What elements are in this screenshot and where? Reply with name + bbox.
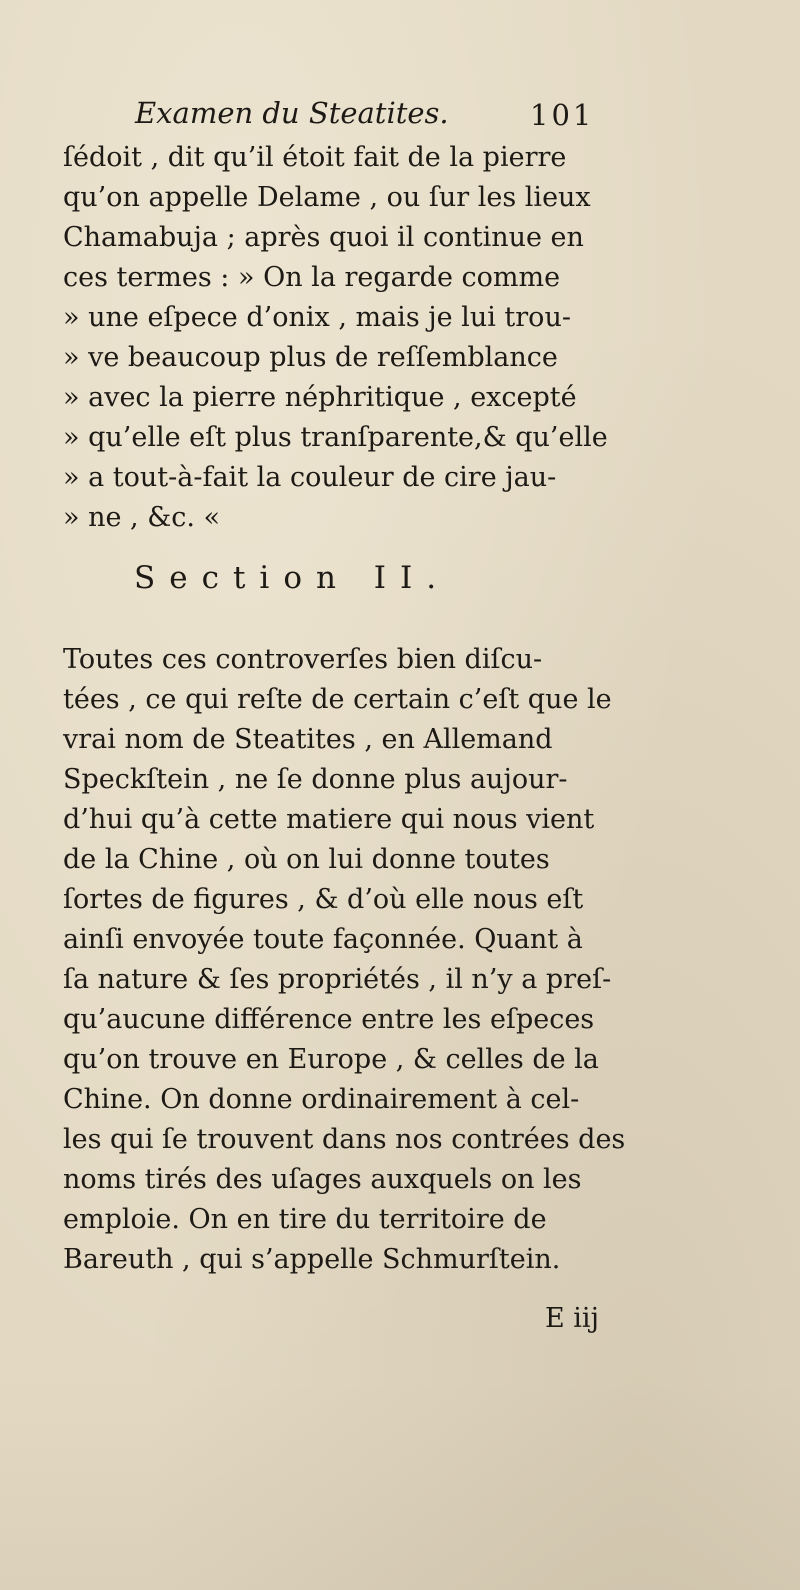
section-heading: Section II.: [134, 560, 451, 596]
text-line: » ve beaucoup plus de reſſemblance: [63, 342, 558, 373]
text-line: ainſi envoyée toute façonnée. Quant à: [63, 924, 583, 955]
text-line: noms tirés des uſages auxquels on les: [63, 1164, 582, 1195]
text-line: » avec la pierre néphritique , excepté: [63, 382, 577, 413]
text-line: Speckſtein , ne ſe donne plus aujour-: [63, 764, 568, 795]
text-line: emploie. On en tire du territoire de: [63, 1204, 547, 1235]
text-line: vrai nom de Steatites , en Allemand: [63, 724, 553, 755]
text-line: Toutes ces controverſes bien diſcu-: [63, 644, 543, 675]
page-header: [135, 96, 615, 136]
text-line: » ne , &c. «: [63, 502, 221, 533]
text-line: qu’on appelle Delame , ou ſur les lieux: [63, 182, 591, 213]
text-line: ſortes de figures , & d’où elle nous eſt: [63, 884, 584, 915]
signature-mark: E iij: [545, 1303, 599, 1334]
text-line: Bareuth , qui s’appelle Schmurſtein.: [63, 1244, 561, 1275]
text-line: » une eſpece d’onix , mais je lui trou-: [63, 302, 571, 333]
text-line: ſédoit , dit qu’il étoit fait de la pierre: [63, 142, 567, 173]
text-line: Chamabuja ; après quoi il continue en: [63, 222, 584, 253]
text-line: d’hui qu’à cette matiere qui nous vient: [63, 804, 595, 835]
page-number: 101: [530, 98, 595, 132]
text-line: » a tout-à-fait la couleur de cire jau-: [63, 462, 557, 493]
text-line: Chine. On donne ordinairement à cel-: [63, 1084, 580, 1115]
running-title: Examen du Steatites.: [135, 96, 449, 130]
text-line: ſa nature & ſes propriétés , il n’y a preſ-: [63, 964, 612, 995]
text-line: ces termes : » On la regarde comme: [63, 262, 561, 293]
text-line: tées , ce qui reſte de certain c’eſt que le: [63, 684, 612, 715]
text-line: » qu’elle eſt plus tranſparente,& qu’elle: [63, 422, 608, 453]
page-shading: [0, 1380, 800, 1590]
text-line: qu’aucune différence entre les eſpeces: [63, 1004, 595, 1035]
text-line: qu’on trouve en Europe , & celles de la: [63, 1044, 599, 1075]
text-line: de la Chine , où on lui donne toutes: [63, 844, 550, 875]
text-line: les qui ſe trouvent dans nos contrées des: [63, 1124, 626, 1155]
